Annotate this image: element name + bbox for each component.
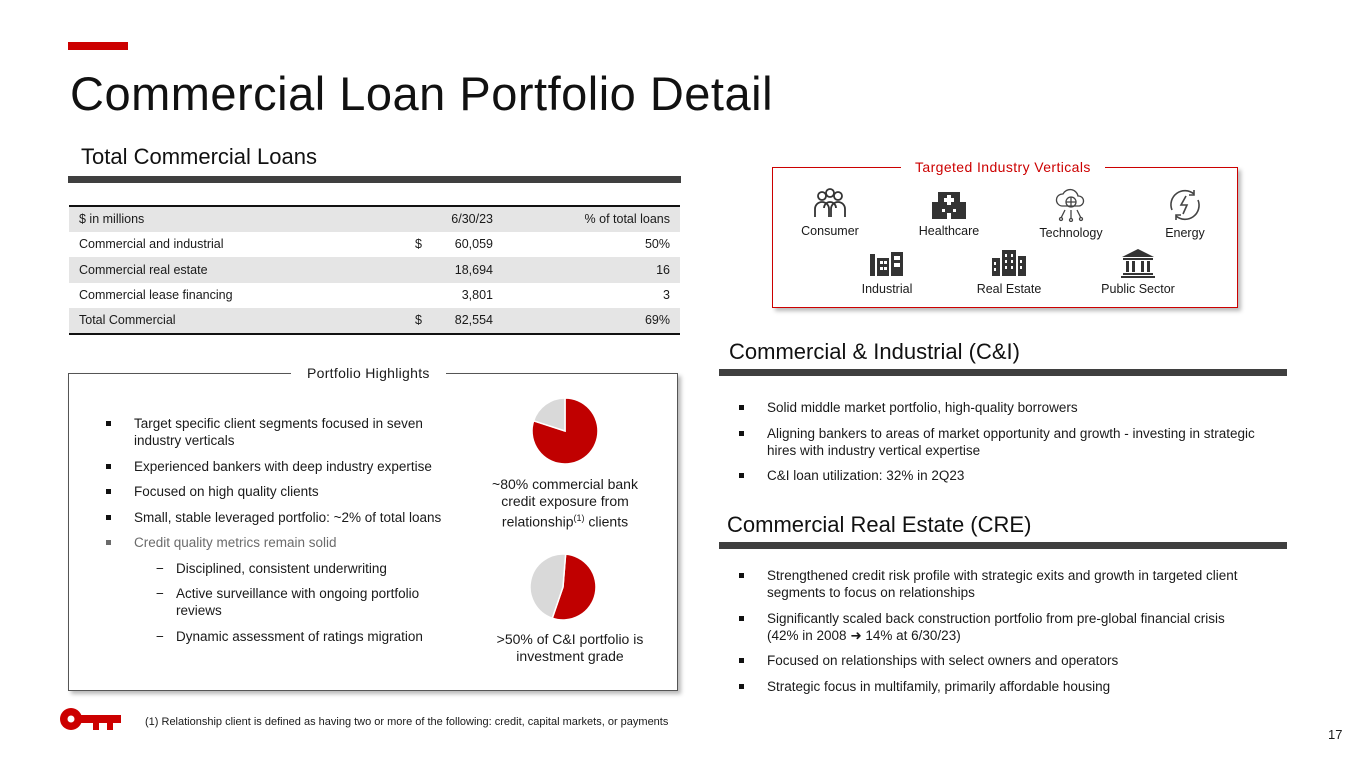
cre-rule [719,542,1287,549]
vertical-consumer: Consumer [797,188,863,238]
cre-heading: Commercial Real Estate (CRE) [727,512,1032,537]
list-item: Strengthened credit risk profile with strategic exits and growth in targeted client segments to focus on relationships [739,567,1284,601]
energy-icon [1166,188,1204,222]
list-item: Significantly scaled back construction portfolio from pre-global financial crisis (42% in 2008 ➜ 14% at 6/30/23) [739,610,1284,644]
vertical-public-sector: Public Sector [1095,248,1181,296]
investment-grade-caption: >50% of C&I portfolio is investment grade [496,631,644,664]
buildings-icon [990,248,1028,278]
row-value: 82,554 [445,308,505,334]
row-pct: 69% [505,308,680,334]
list-item: Small, stable leveraged portfolio: ~2% of total loans [106,509,466,526]
investment-grade-pie-chart [528,552,598,622]
list-item: Target specific client segments focused in seven industry verticals [106,415,466,449]
total-loans-table [69,205,680,335]
sub-list-item: − Dynamic assessment of ratings migration [156,628,423,644]
portfolio-highlights-caption: Portfolio Highlights [291,365,446,381]
list-item: Focused on relationships with select owners and operators [739,652,1284,669]
bullet-icon [739,684,744,689]
cre-list [739,567,1284,703]
relationship-exposure-pie-chart [530,396,600,466]
arrow-right-icon: ➜ [850,627,862,643]
list-item: Solid middle market portfolio, high-quality borrowers [739,399,1284,416]
footnote: (1) Relationship client is defined as having two or more of the following: credit, capital markets, or payments [145,716,669,728]
row-currency: $ [415,308,445,334]
row-currency: $ [415,237,422,252]
column-header-date: 6/30/23 [445,206,505,232]
bullet-icon [106,540,111,545]
row-currency [415,283,445,309]
bullet-icon [739,658,744,663]
dash-icon: − [156,560,164,576]
cloud-network-icon [1052,188,1090,222]
row-pct: 3 [663,288,670,303]
column-header-units: $ in millions [69,206,415,232]
factory-icon [868,248,906,278]
total-loans-heading: Total Commercial Loans [81,144,317,169]
sub-list-item: − Disciplined, consistent underwriting [156,560,387,576]
vertical-technology: Technology [1031,188,1111,240]
bullet-icon [106,489,111,494]
industry-verticals-box [772,159,1238,308]
row-label: Commercial and industrial [79,237,224,252]
bullet-icon [739,473,744,478]
row-label: Commercial real estate [69,257,415,283]
key-logo [57,704,123,734]
total-loans-rule [68,176,681,183]
row-label: Total Commercial [69,308,415,334]
government-building-icon [1119,248,1157,278]
bullet-icon [106,421,111,426]
list-item: C&I loan utilization: 32% in 2Q23 [739,467,1284,484]
bullet-icon [739,616,744,621]
bullet-icon [739,405,744,410]
table-total-row [69,308,680,334]
vertical-energy: Energy [1159,188,1211,240]
title-accent-bar [68,42,128,50]
row-value: 18,694 [445,257,505,283]
row-label: Commercial lease financing [79,288,233,303]
ci-list [739,399,1284,493]
bullet-icon [739,431,744,436]
row-currency [415,257,445,283]
bullet-icon [739,573,744,578]
table-row [69,283,680,309]
people-icon [811,188,849,220]
row-value: 60,059 [454,237,493,252]
relationship-exposure-caption: ~80% commercial bank credit exposure from relationship$^{(1)}$ clients [492,476,638,530]
column-header-pct: % of total loans [505,206,680,232]
industry-verticals-caption: Targeted Industry Verticals [901,159,1105,175]
hospital-icon [930,188,968,220]
vertical-industrial: Industrial [859,248,915,296]
page-title: Commercial Loan Portfolio Detail [70,67,774,120]
table-row [69,232,680,258]
vertical-healthcare: Healthcare [913,188,985,238]
list-item: Focused on high quality clients [106,483,466,500]
dash-icon: − [156,586,164,601]
ci-heading: Commercial & Industrial (C&I) [729,339,1020,364]
dash-icon: − [156,628,164,644]
bullet-icon [106,515,111,520]
list-item: Aligning bankers to areas of market opportunity and growth - investing in strategic hires with industry vertical expertise [739,425,1284,459]
page-number: 17 [1328,727,1343,742]
table-row [69,257,680,283]
list-item: Experienced bankers with deep industry expertise [106,458,466,475]
row-pct: 50% [644,237,670,252]
row-value: 3,801 [461,288,493,303]
list-item: Strategic focus in multifamily, primarily affordable housing [739,678,1284,695]
bullet-icon [106,464,111,469]
sub-list-item: − Active surveillance with ongoing portfolio reviews [156,586,420,618]
list-item: Credit quality metrics remain solid [106,534,466,551]
row-pct: 16 [505,257,680,283]
vertical-real-estate: Real Estate [973,248,1045,296]
ci-rule [719,369,1287,376]
highlights-list [106,415,466,653]
table-header-row [69,206,680,232]
